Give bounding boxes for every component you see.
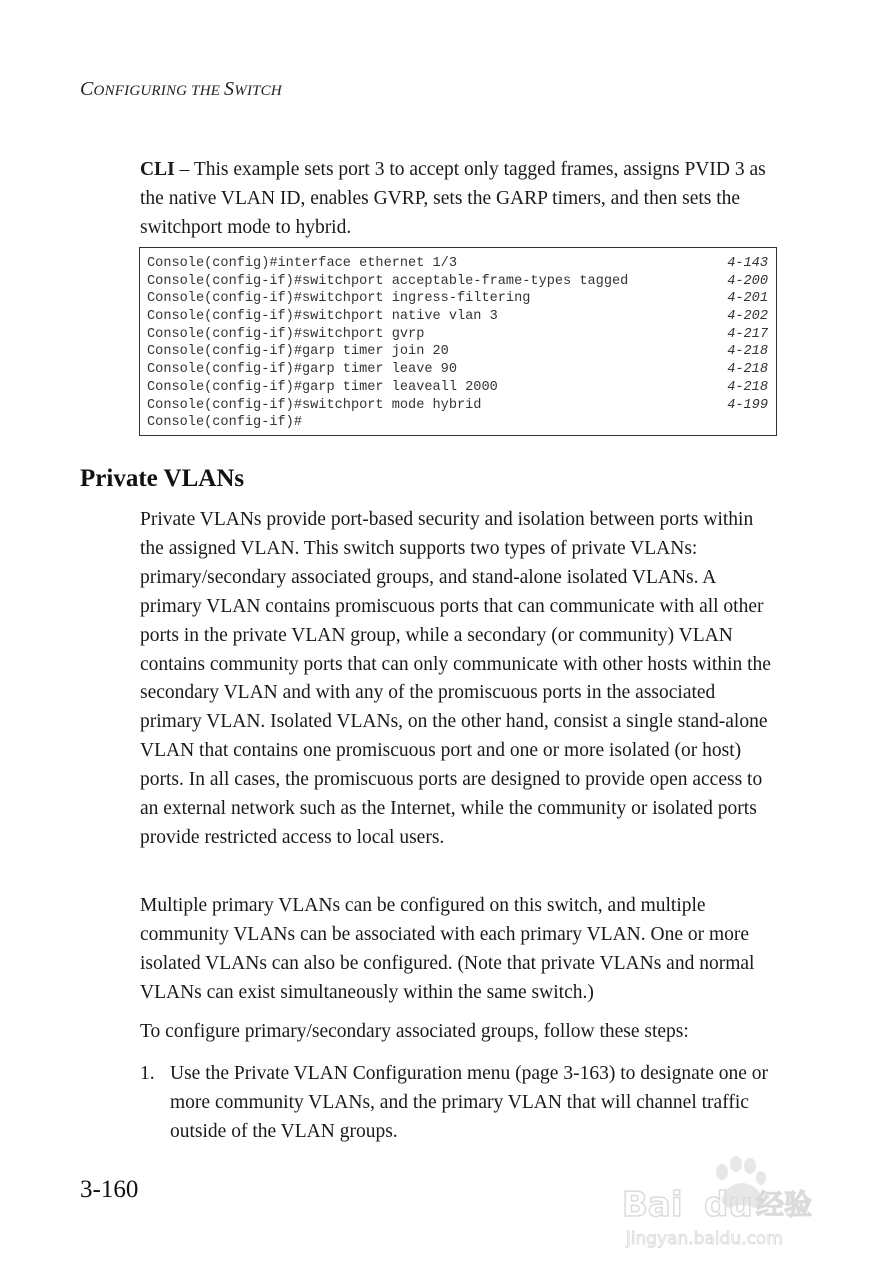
code-line: Console(config-if)#garp timer join 20 4-218 xyxy=(147,344,768,360)
paw-logo-icon xyxy=(618,1150,838,1250)
numbered-step xyxy=(140,1059,780,1146)
page-reference: 4-217 xyxy=(727,326,768,342)
code-line: Console(config-if)#switchport acceptable-frame-types tagged 4-200 xyxy=(147,273,768,289)
cli-intro-text: – This example sets port 3 to accept only tagged frames, assigns PVID 3 as the native VLAN ID, enables GVRP, sets the GARP timers, and then sets the switchport mode to hybrid. xyxy=(140,159,766,238)
watermark-url: jingyan.baidu.com xyxy=(626,1229,783,1249)
baidu-watermark xyxy=(618,1150,838,1250)
page-reference: 4-200 xyxy=(727,273,768,289)
code-line: Console(config)#interface ethernet 1/3 4-143 xyxy=(147,256,768,271)
code-line: Console(config-if)#garp timer leave 90 4-218 xyxy=(147,362,768,378)
page-reference: 4-218 xyxy=(727,379,768,395)
page-reference: 4-218 xyxy=(727,362,768,378)
watermark-brand: Bai xyxy=(622,1185,683,1225)
watermark-brand2: du xyxy=(704,1185,753,1225)
running-header: CONFIGURING THE SWITCH xyxy=(80,78,282,100)
step-number: 1. xyxy=(140,1063,155,1084)
code-line: Console(config-if)#switchport gvrp 4-217 xyxy=(147,326,768,342)
body-paragraph-2: Multiple primary VLANs can be configured on this switch, and multiple community VLANs can be associated with each primary VLAN. One or more isolated VLANs can also be configured. (Note that private VLANs and normal VLANs can exist simultaneously within the same switch.) xyxy=(140,895,755,1003)
watermark-cn: 经验 xyxy=(756,1188,813,1221)
step-text: Use the Private VLAN Configuration menu (page 3-163) to designate one or more community VLANs, and the primary VLAN that will channel traffic outside of the VLAN groups. xyxy=(170,1063,769,1142)
code-line: Console(config-if)#switchport ingress-filtering 4-201 xyxy=(147,291,768,307)
page-reference: 4-201 xyxy=(727,291,768,307)
section-title: Private VLANs xyxy=(80,465,245,492)
cli-code-block xyxy=(139,247,777,436)
code-line: Console(config-if)# xyxy=(147,415,302,431)
body-paragraph-1: Private VLANs provide port-based security and isolation between ports within the assigned VLAN. This switch supports two types of private VLANs: primary/secondary associated groups, and stand-alone isolated VLANs. A primary VLAN contains promiscuous ports that can communicate with all other ports in the private VLAN group, while a secondary (or community) VLAN contains community ports that can only communicate with other hosts within the secondary VLAN and with any of the promiscuous ports in the associated primary VLAN. Isolated VLANs, on the other hand, consist a single stand-alone VLAN that contains one promiscuous port and one or more isolated (or host) ports. In all cases, the promiscuous ports are designed to provide open access to an external network such as the Internet, while the community or isolated ports provide restricted access to local users. xyxy=(140,509,771,848)
page-reference: 4-202 xyxy=(727,309,768,325)
page-number: 3-160 xyxy=(80,1176,139,1203)
code-line: Console(config-if)#switchport native vlan 3 4-202 xyxy=(147,309,768,325)
cli-label: CLI xyxy=(140,159,175,180)
page-reference: 4-143 xyxy=(727,256,768,271)
code-line: Console(config-if)#switchport mode hybrid 4-199 xyxy=(147,397,768,413)
cli-intro-paragraph xyxy=(140,155,780,242)
code-line: Console(config-if)#garp timer leaveall 2000 4-218 xyxy=(147,379,768,395)
body-paragraph-3: To configure primary/secondary associated groups, follow these steps: xyxy=(140,1021,689,1042)
page-reference: 4-199 xyxy=(727,397,768,413)
page-reference: 4-218 xyxy=(727,344,768,360)
